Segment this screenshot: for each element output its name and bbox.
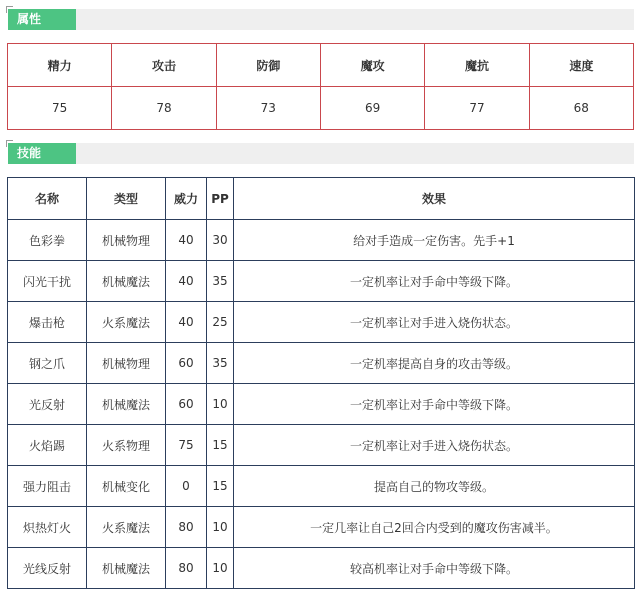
skill-effect: 一定机率提高自身的攻击等级。: [234, 343, 635, 384]
skill-power: 40: [166, 220, 207, 261]
attributes-section-title: 属性: [8, 9, 76, 30]
skill-header-power: 威力: [166, 178, 207, 220]
stat-value-speed: 68: [529, 87, 633, 130]
skill-pp: 10: [207, 384, 234, 425]
skill-name: 闪光干扰: [8, 261, 87, 302]
skill-type: 火系魔法: [87, 302, 166, 343]
skill-power: 40: [166, 302, 207, 343]
skill-name: 钢之爪: [8, 343, 87, 384]
stat-header-sp-attack: 魔攻: [320, 44, 424, 87]
skill-name: 强力阻击: [8, 466, 87, 507]
attributes-section-header: [8, 9, 634, 30]
skill-row: [8, 548, 635, 589]
skill-effect: 一定机率让对手命中等级下降。: [234, 384, 635, 425]
skill-pp: 30: [207, 220, 234, 261]
skill-type: 火系物理: [87, 425, 166, 466]
skill-row: [8, 466, 635, 507]
skill-name: 炽热灯火: [8, 507, 87, 548]
skill-effect: 一定几率让自己2回合内受到的魔攻伤害减半。: [234, 507, 635, 548]
skill-name: 爆击枪: [8, 302, 87, 343]
skill-header-name: 名称: [8, 178, 87, 220]
skill-effect: 一定机率让对手命中等级下降。: [234, 261, 635, 302]
stat-header-attack: 攻击: [112, 44, 216, 87]
stat-value-sp-defense: 77: [425, 87, 529, 130]
skill-row: [8, 302, 635, 343]
skill-pp: 25: [207, 302, 234, 343]
stat-value-sp-attack: 69: [320, 87, 424, 130]
skills-section-header: [8, 143, 634, 164]
stats-value-row: [8, 87, 634, 130]
stats-header-row: [8, 44, 634, 87]
skill-power: 40: [166, 261, 207, 302]
skill-type: 机械魔法: [87, 548, 166, 589]
skill-type: 机械魔法: [87, 261, 166, 302]
skills-section-title: 技能: [8, 143, 76, 164]
skill-pp: 35: [207, 343, 234, 384]
skill-row: [8, 507, 635, 548]
skill-header-pp: PP: [207, 178, 234, 220]
skill-effect: 较高机率让对手命中等级下降。: [234, 548, 635, 589]
stat-value-defense: 73: [216, 87, 320, 130]
stat-header-defense: 防御: [216, 44, 320, 87]
skill-header-effect: 效果: [234, 178, 635, 220]
skill-pp: 15: [207, 425, 234, 466]
skill-pp: 10: [207, 548, 234, 589]
skill-effect: 给对手造成一定伤害。先手+1: [234, 220, 635, 261]
stat-header-sp-defense: 魔抗: [425, 44, 529, 87]
skill-row: [8, 220, 635, 261]
skill-effect: 提高自己的物攻等级。: [234, 466, 635, 507]
skill-name: 火焰踢: [8, 425, 87, 466]
skill-effect: 一定机率让对手进入烧伤状态。: [234, 425, 635, 466]
skill-row: [8, 261, 635, 302]
skill-name: 光线反射: [8, 548, 87, 589]
stat-value-attack: 78: [112, 87, 216, 130]
skill-type: 火系魔法: [87, 507, 166, 548]
skill-type: 机械变化: [87, 466, 166, 507]
skill-name: 光反射: [8, 384, 87, 425]
skill-type: 机械物理: [87, 343, 166, 384]
skill-header-type: 类型: [87, 178, 166, 220]
skill-pp: 15: [207, 466, 234, 507]
skill-pp: 10: [207, 507, 234, 548]
skills-table: [7, 177, 635, 589]
stat-header-speed: 速度: [529, 44, 633, 87]
skill-row: [8, 425, 635, 466]
skill-power: 75: [166, 425, 207, 466]
skill-power: 60: [166, 384, 207, 425]
stat-value-hp: 75: [8, 87, 112, 130]
skill-name: 色彩拳: [8, 220, 87, 261]
skill-power: 0: [166, 466, 207, 507]
skill-effect: 一定机率让对手进入烧伤状态。: [234, 302, 635, 343]
stats-table: [7, 43, 634, 130]
stat-header-hp: 精力: [8, 44, 112, 87]
skill-pp: 35: [207, 261, 234, 302]
skills-header-row: [8, 178, 635, 220]
skill-type: 机械魔法: [87, 384, 166, 425]
skill-row: [8, 384, 635, 425]
skill-power: 80: [166, 548, 207, 589]
skill-power: 80: [166, 507, 207, 548]
skill-power: 60: [166, 343, 207, 384]
skill-type: 机械物理: [87, 220, 166, 261]
skill-row: [8, 343, 635, 384]
